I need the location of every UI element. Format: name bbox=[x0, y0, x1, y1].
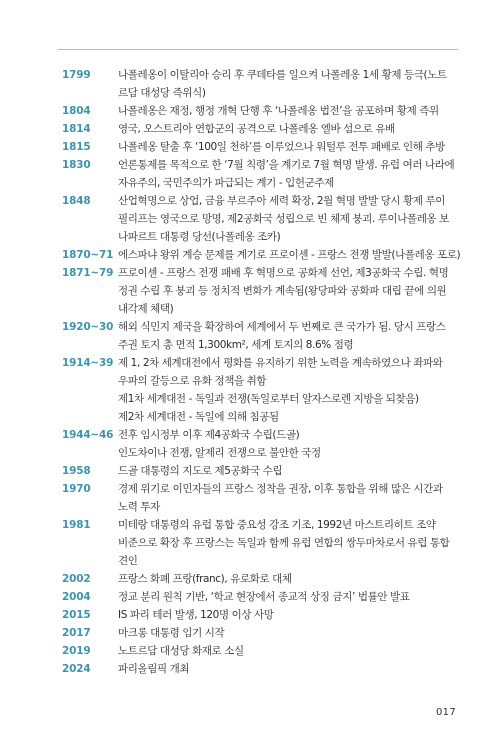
page-number: 017 bbox=[436, 707, 456, 718]
timeline-entry bbox=[62, 462, 462, 480]
entry-description-line: 제 1, 2차 세계대전에서 평화를 유지하기 위한 노력을 계속하였으나 좌파와 bbox=[118, 357, 443, 369]
entry-description-line: 해외 식민지 제국을 확장하여 세계에서 두 번째로 큰 국가가 됨. 당시 프랑스 bbox=[118, 321, 446, 333]
entry-description bbox=[118, 246, 462, 264]
entry-year: 1944~46 bbox=[62, 429, 114, 441]
entry-description bbox=[118, 264, 462, 318]
entry-year: 1958 bbox=[62, 465, 91, 477]
entry-description-line: 정권 수립 후 붕괴 등 정치적 변화가 계속됨(왕당파와 공화파 대립 끝에 의원 bbox=[118, 285, 447, 297]
entry-description-line: 경제 위기로 이민자들의 프랑스 정착을 권장, 이후 통합을 위해 많은 시간과 bbox=[118, 483, 443, 495]
entry-description-line: 노력 투자 bbox=[118, 501, 160, 513]
entry-description-line: 미테랑 대통령의 유럽 통합 중요성 강조 기조, 1992년 마스트리히트 조약 bbox=[118, 519, 436, 531]
timeline-entry bbox=[62, 588, 462, 606]
timeline-entry bbox=[62, 246, 462, 264]
timeline-entry bbox=[62, 66, 462, 102]
timeline-entry bbox=[62, 624, 462, 642]
entry-year: 1970 bbox=[62, 483, 91, 495]
timeline-entry bbox=[62, 192, 462, 246]
entry-description bbox=[118, 156, 462, 192]
entry-description bbox=[118, 192, 462, 246]
entry-description-line: 정교 분리 원칙 기반, ‘학교 현장에서 종교적 상징 금지’ 법률안 발표 bbox=[118, 591, 410, 603]
entry-description-line: 마크롱 대통령 임기 시작 bbox=[118, 627, 225, 639]
entry-year: 1848 bbox=[62, 195, 91, 207]
entry-description bbox=[118, 120, 462, 138]
entry-year: 1830 bbox=[62, 159, 91, 171]
timeline-entry bbox=[62, 354, 462, 426]
entry-description-line: 드골 대통령의 지도로 제5공화국 수립 bbox=[118, 465, 283, 477]
timeline-entry bbox=[62, 102, 462, 120]
entry-description-line: 우파의 갈등으로 유화 정책을 취함 bbox=[118, 375, 267, 387]
entry-description-line: 주권 토지 총 면적 1,300km², 세계 토지의 8.6% 점령 bbox=[118, 339, 354, 351]
timeline-entry bbox=[62, 426, 462, 462]
entry-description bbox=[118, 462, 462, 480]
entry-description-line: 프랑스 화폐 프랑(franc), 유로화로 대체 bbox=[118, 573, 292, 585]
entry-year: 1799 bbox=[62, 69, 91, 81]
entry-description bbox=[118, 588, 462, 606]
entry-description bbox=[118, 318, 462, 354]
entry-description-line: 르담 대성당 즉위식) bbox=[118, 87, 206, 99]
entry-description-line: 언론통제를 목적으로 한 ‘7월 칙령’을 계기로 7월 혁명 발생. 유럽 여러 나라에 bbox=[118, 159, 455, 171]
timeline-entry bbox=[62, 516, 462, 570]
entry-description-line: 필리프는 영국으로 망명, 제2공화국 성립으로 빈 체제 붕괴. 루이나폴레옹 보 bbox=[118, 213, 449, 225]
timeline-entry bbox=[62, 642, 462, 660]
entry-year: 2019 bbox=[62, 645, 91, 657]
entry-description-line: 내각제 체택) bbox=[118, 303, 174, 315]
entry-description-line: 영국, 오스트리아 연합군의 공격으로 나폴레옹 엘바 섬으로 유배 bbox=[118, 123, 395, 135]
entry-description-line: 나폴레옹은 재정, 행정 개혁 단행 후 ‘나폴레옹 법전’을 공포하며 황제 즉위 bbox=[118, 105, 439, 117]
entry-year: 1814 bbox=[62, 123, 91, 135]
entry-description-line: 노트르담 대성당 화재로 소실 bbox=[118, 645, 244, 657]
entry-year: 2004 bbox=[62, 591, 91, 603]
entry-description bbox=[118, 426, 462, 462]
entry-description bbox=[118, 570, 462, 588]
entry-description bbox=[118, 102, 462, 120]
timeline-list bbox=[62, 66, 462, 678]
entry-description-line: 전후 임시정부 이후 제4공화국 수립(드골) bbox=[118, 429, 300, 441]
entry-year: 2002 bbox=[62, 573, 91, 585]
entry-description-line: 프로이센 - 프랑스 전쟁 패배 후 혁명으로 공화제 선언, 제3공화국 수립. 혁명 bbox=[118, 267, 449, 279]
entry-year: 1914~39 bbox=[62, 357, 114, 369]
entry-year: 1815 bbox=[62, 141, 91, 153]
entry-description-line: 인도차이나 전쟁, 알제리 전쟁으로 불안한 국정 bbox=[118, 447, 321, 459]
entry-year: 1871~79 bbox=[62, 267, 114, 279]
entry-description-line: 나파르트 대통령 당선(나폴레옹 조카) bbox=[118, 231, 281, 243]
entry-description-line: 파리올림픽 개최 bbox=[118, 663, 190, 675]
entry-description-line: 제1차 세계대전 - 독일과 전쟁(독일로부터 알자스로렌 지방을 되찾음) bbox=[118, 393, 419, 405]
entry-year: 2024 bbox=[62, 663, 91, 675]
entry-description bbox=[118, 516, 462, 570]
entry-description bbox=[118, 66, 462, 102]
timeline-entry bbox=[62, 480, 462, 516]
entry-description-line: 비준으로 확장 후 프랑스는 독일과 함께 유럽 연합의 쌍두마차로서 유럽 통합 bbox=[118, 537, 450, 549]
entry-description bbox=[118, 660, 462, 678]
entry-description-line: 산업혁명으로 상업, 금융 부르주아 세력 확장, 2월 혁명 발발 당시 황제 루이 bbox=[118, 195, 446, 207]
entry-description-line: 에스파냐 왕위 계승 문제를 계기로 프로이센 - 프랑스 전쟁 발발(나폴레옹 포로) bbox=[118, 249, 461, 261]
entry-description-line: IS 파리 테러 발생, 120명 이상 사망 bbox=[118, 609, 274, 621]
timeline-entry bbox=[62, 606, 462, 624]
entry-description-line: 나폴레옹이 이탈리아 승리 후 쿠데타를 일으켜 나폴레옹 1세 황제 등극(노트 bbox=[118, 69, 447, 81]
entry-year: 1870~71 bbox=[62, 249, 114, 261]
timeline-entry bbox=[62, 570, 462, 588]
entry-year: 2015 bbox=[62, 609, 91, 621]
entry-description-line: 나폴레옹 탈출 후 ‘100일 천하’를 이루었으나 워털루 전투 패배로 인해 추방 bbox=[118, 141, 445, 153]
timeline-entry bbox=[62, 660, 462, 678]
entry-description bbox=[118, 642, 462, 660]
entry-description bbox=[118, 354, 462, 426]
entry-description bbox=[118, 480, 462, 516]
timeline-entry bbox=[62, 264, 462, 318]
entry-year: 1920~30 bbox=[62, 321, 114, 333]
entry-year: 1804 bbox=[62, 105, 91, 117]
header-divider bbox=[58, 49, 458, 50]
entry-description-line: 견인 bbox=[118, 555, 138, 567]
entry-description-line: 제2차 세계대전 - 독일에 의해 침공됨 bbox=[118, 411, 279, 423]
timeline-entry bbox=[62, 120, 462, 138]
timeline-entry bbox=[62, 138, 462, 156]
timeline-entry bbox=[62, 318, 462, 354]
entry-description bbox=[118, 624, 462, 642]
entry-description bbox=[118, 606, 462, 624]
entry-year: 2017 bbox=[62, 627, 91, 639]
entry-year: 1981 bbox=[62, 519, 91, 531]
entry-description-line: 자유주의, 국민주의가 파급되는 계기 - 입헌군주제 bbox=[118, 177, 334, 189]
entry-description bbox=[118, 138, 462, 156]
timeline-entry bbox=[62, 156, 462, 192]
